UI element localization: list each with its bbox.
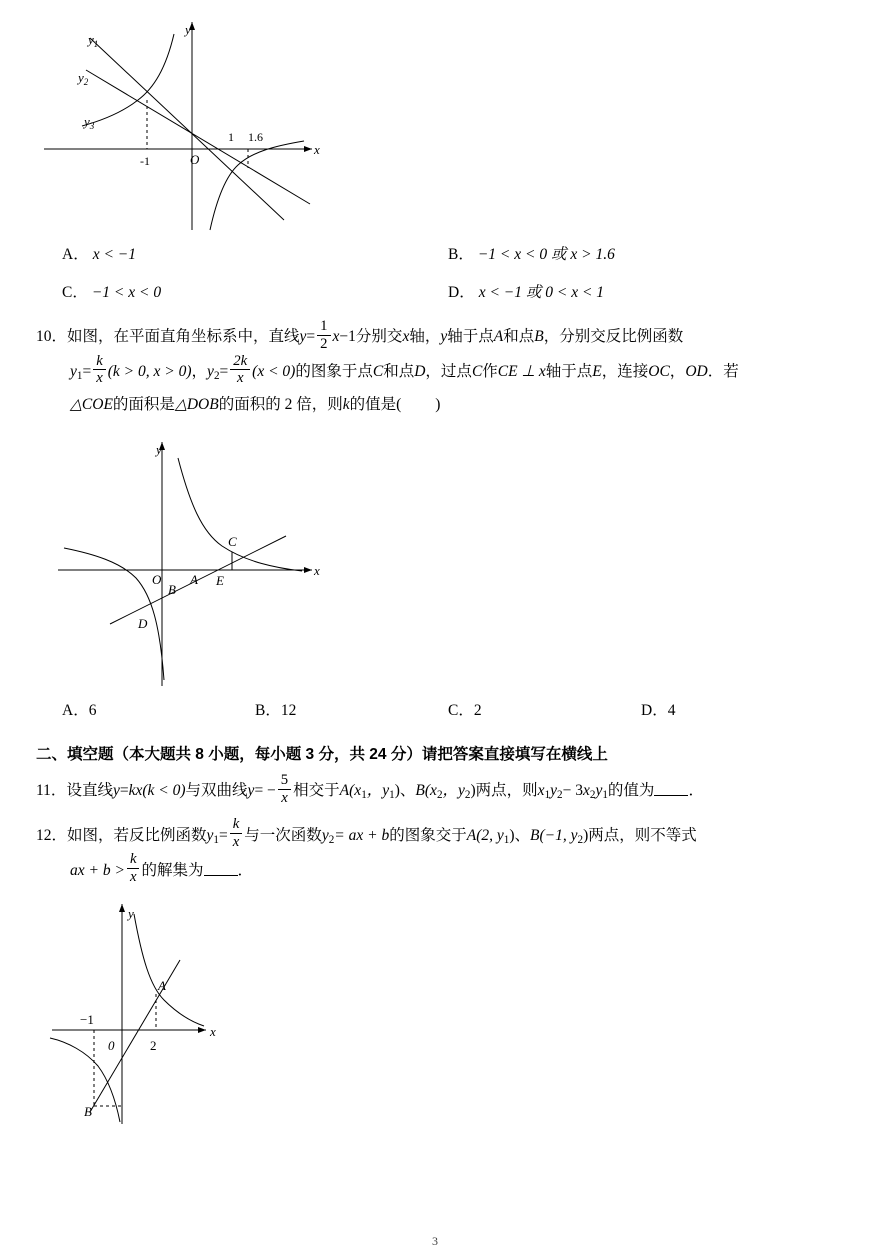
q10-text2-g: ， xyxy=(669,362,686,380)
q11-text-a: 设直线 xyxy=(66,781,113,799)
q11-expr-y2-sub: 2 xyxy=(557,788,563,801)
label-axis-y: y xyxy=(185,22,191,37)
q10-tri-COE: △COE xyxy=(70,395,113,413)
q12-point-A-sub: 1 xyxy=(503,833,510,846)
q11-expr-y2: y xyxy=(550,781,558,799)
question-10 xyxy=(36,317,834,355)
q11-eq2-eq: = − xyxy=(254,781,276,799)
q11-expr-y1: y xyxy=(595,781,603,799)
q11-text-c: 相交于 xyxy=(293,781,340,799)
figure-question-9 xyxy=(42,8,834,238)
option-b[interactable] xyxy=(448,242,834,264)
exam-page xyxy=(0,8,870,1259)
section-2-heading: 二、填空题（本大题共 8 小题，每小题 3 分，共 24 分）请把答案直接填写在横线上 xyxy=(36,745,608,763)
option-c-text: −1 < x < 0 xyxy=(91,284,162,301)
q10-point-D: D xyxy=(414,362,426,380)
q12-ineq-left: ax + b > xyxy=(70,861,125,879)
q10-y-axis: y xyxy=(440,327,448,345)
q10-x-axis: x xyxy=(402,327,410,345)
label-axis-x: x xyxy=(210,1024,216,1040)
q12-comma: 、 xyxy=(514,826,531,844)
label-axis-x: x xyxy=(314,562,320,578)
q10-text2-h: ．若 xyxy=(707,362,739,380)
q11-eq1-y: y xyxy=(112,781,120,799)
page-number: 3 xyxy=(432,1234,438,1248)
label-axis-x: x xyxy=(314,142,320,157)
q10-text3-d: 的面积的 2 倍，则 xyxy=(218,395,343,413)
q10-text3-b: 的面积是 xyxy=(112,395,175,413)
q10-text-f: ，分别交反比例函数 xyxy=(543,327,684,345)
label-y2: $y_2$ xyxy=(78,70,89,87)
figure-question-10 xyxy=(36,428,834,696)
q11-frac-5-x xyxy=(278,772,291,807)
label-origin: 0 xyxy=(108,1038,115,1054)
q10-eq-y: y xyxy=(299,327,307,345)
label-y1: $y_1$ xyxy=(88,32,99,49)
q10-text-c: 轴， xyxy=(409,327,441,345)
option-d-text: x < −1 或 0 < x < 1 xyxy=(478,284,605,301)
q11-answer-blank[interactable] xyxy=(654,782,688,797)
q10-seg-OC: OC xyxy=(648,362,670,380)
q10-tri-DOB: △DOB xyxy=(174,395,219,413)
label-point-A: A xyxy=(190,571,198,587)
q12-y1-sub: 1 xyxy=(213,833,219,846)
q10-text2-d: 作 xyxy=(482,362,498,380)
q10-y1-sub: 1 xyxy=(76,369,83,382)
figure-9-svg xyxy=(42,8,342,238)
q12-text-b: 与一次函数 xyxy=(244,826,322,844)
q12-frac2-num: k xyxy=(127,851,140,869)
label-point-B: B xyxy=(168,581,176,597)
q11-expr-x1-sub: 1 xyxy=(544,788,551,801)
figure-question-12 xyxy=(36,894,834,1130)
q10-frac-k-x xyxy=(93,353,106,388)
q11-point-B-end: ) xyxy=(470,781,476,799)
label-point-E: E xyxy=(216,572,224,588)
q11-eq1-kx: kx xyxy=(128,781,143,799)
q10-cond2: (x < 0) xyxy=(252,362,296,380)
label-origin: O xyxy=(152,571,162,587)
q12-text2-b: 的解集为 xyxy=(141,861,204,879)
q11-point-B-sub1: 2 xyxy=(436,788,443,801)
option-d[interactable] xyxy=(448,280,834,302)
label-point-A: A xyxy=(158,978,166,994)
q10-option-a-text: A．6 xyxy=(62,701,97,719)
q10-text-b: 分别交 xyxy=(355,327,403,345)
q12-eq: = xyxy=(219,826,228,844)
q11-expr-x1: x xyxy=(537,781,545,799)
q11-text-f: ． xyxy=(688,781,704,799)
question-10-options-row xyxy=(36,698,834,720)
label-tick-1: 1 xyxy=(228,130,234,144)
q10-frac-half xyxy=(317,318,330,353)
q11-text-d: 两点，则 xyxy=(475,781,538,799)
q10-comma: ， xyxy=(191,362,208,380)
q10-frac-2k-num: 2k xyxy=(230,353,250,371)
label-tick-neg1: -1 xyxy=(140,154,150,168)
question-10-number: 10． xyxy=(36,327,68,345)
q12-answer-blank[interactable] xyxy=(204,861,238,876)
q10-cond1: (k > 0, x > 0) xyxy=(107,362,192,380)
option-b-text: −1 < x < 0 或 x > 1.6 xyxy=(477,246,615,263)
option-c[interactable] xyxy=(36,280,448,302)
q11-frac-den: x xyxy=(281,789,288,806)
q10-eq-minus1: −1 xyxy=(339,327,356,345)
q10-text3-f: ) xyxy=(435,395,441,413)
q11-point-A-sub2: 1 xyxy=(389,788,395,801)
q12-frac-den: x xyxy=(232,834,240,851)
q11-point-B-mid: ，y xyxy=(442,781,465,799)
q11-text-e: 的值为 xyxy=(607,781,655,799)
q10-point-A: A xyxy=(493,327,504,345)
q12-y2-sub: 2 xyxy=(328,833,335,846)
question-9-options-row-1 xyxy=(36,242,834,264)
q10-y2-sub: 2 xyxy=(213,369,220,382)
q10-option-b[interactable] xyxy=(255,698,448,720)
q10-point-C: C xyxy=(372,362,384,380)
q10-seg-OD: OD xyxy=(685,362,708,380)
label-tick-neg1: −1 xyxy=(80,1012,94,1028)
q10-point-B: B xyxy=(534,327,544,345)
q11-point-A-sub1: 1 xyxy=(361,788,367,801)
label-tick-1point6: 1.6 xyxy=(248,130,263,144)
q11-text-b: 与双曲线 xyxy=(185,781,248,799)
label-point-C: C xyxy=(228,533,237,549)
option-b-label: B． xyxy=(448,246,474,263)
q10-option-d-text: D．4 xyxy=(641,701,676,719)
q12-y2: y xyxy=(321,826,329,844)
question-12-number: 12． xyxy=(36,826,68,844)
q11-comma: 、 xyxy=(399,781,416,799)
label-origin: O xyxy=(190,152,200,167)
q10-frac-2k-x xyxy=(230,353,250,388)
q10-frac-2k-den: x xyxy=(236,370,244,387)
q12-point-B-end: ) xyxy=(583,826,589,844)
q10-text2-b: 和点 xyxy=(383,362,415,380)
q10-frac-k-num: k xyxy=(93,353,106,371)
option-a-label: A． xyxy=(62,246,89,263)
q10-frac-half-num: 1 xyxy=(317,318,330,336)
q10-text2-a: 的图象于点 xyxy=(295,362,373,380)
q11-point-B-sub2: 2 xyxy=(464,788,471,801)
q10-text2-f: ，连接 xyxy=(601,362,649,380)
q10-text-e: 和点 xyxy=(503,327,535,345)
label-tick-2: 2 xyxy=(150,1038,157,1054)
q10-option-c[interactable] xyxy=(448,698,641,720)
question-11-number: 11． xyxy=(36,781,67,799)
label-y3: $y_3$ xyxy=(84,114,95,131)
q10-eq2: = xyxy=(82,362,92,380)
q10-text-a: 如图，在平面直角坐标系中，直线 xyxy=(67,327,300,345)
label-point-B: B xyxy=(84,1104,92,1120)
label-point-D: D xyxy=(138,615,148,631)
q12-eq2: = ax + b xyxy=(334,826,390,844)
q10-point-C2: C xyxy=(471,362,483,380)
q12-frac-k-x-2 xyxy=(127,851,140,886)
q11-eq1-eq: = xyxy=(119,781,129,799)
q11-point-A: A(x xyxy=(339,781,362,799)
option-c-label: C． xyxy=(62,284,88,301)
q11-eq2-y: y xyxy=(247,781,255,799)
q12-text-c: 的图象交于 xyxy=(389,826,467,844)
q11-point-A-end: ) xyxy=(394,781,400,799)
q10-option-d[interactable] xyxy=(641,698,834,720)
q10-eq-x: x xyxy=(332,327,340,345)
q10-frac-k-den: x xyxy=(96,370,103,387)
q11-eq1-cond: (k < 0) xyxy=(142,781,186,799)
q12-frac-k-x xyxy=(230,816,243,851)
q10-frac-half-den: 2 xyxy=(320,335,328,352)
q12-frac2-den: x xyxy=(129,869,137,886)
q10-y1: y xyxy=(70,362,77,380)
q10-text3-e: 的值是( xyxy=(349,395,402,413)
label-axis-y: y xyxy=(156,441,162,457)
option-d-label: D． xyxy=(448,284,475,301)
figure-10-svg xyxy=(50,428,340,696)
q12-point-A: A(2, y xyxy=(466,826,504,844)
q11-point-A-mid: ，y xyxy=(366,781,390,799)
q11-frac-num: 5 xyxy=(278,772,291,790)
q10-option-b-text: B．12 xyxy=(255,701,297,719)
q10-option-c-text: C．2 xyxy=(448,701,482,719)
q11-expr-minus: − 3 xyxy=(562,781,583,799)
q12-point-B: B(−1, y xyxy=(530,826,578,844)
q10-text2-e: 轴于点 xyxy=(545,362,593,380)
q12-point-B-sub: 2 xyxy=(577,833,584,846)
q10-eq3: = xyxy=(219,362,229,380)
q10-eq-eq: = xyxy=(306,327,316,345)
q12-frac-num: k xyxy=(230,816,243,834)
question-11 xyxy=(36,771,834,809)
q10-text-d: 轴于点 xyxy=(447,327,494,345)
question-12 xyxy=(36,816,834,854)
label-axis-y: y xyxy=(128,906,134,922)
option-a[interactable] xyxy=(36,242,448,264)
figure-12-svg xyxy=(46,894,246,1130)
q10-CE-perp: CE ⊥ x xyxy=(497,362,546,380)
q11-expr-y1-sub: 1 xyxy=(602,788,608,801)
q11-expr-x2: x xyxy=(582,781,590,799)
q10-y2: y xyxy=(207,362,214,380)
q12-y1: y xyxy=(206,826,214,844)
question-10-line3 xyxy=(36,390,834,420)
q11-expr-x2-sub: 2 xyxy=(589,788,596,801)
question-9-options-row-2 xyxy=(36,280,834,302)
question-10-line2 xyxy=(36,352,834,390)
q12-text-d: 两点，则不等式 xyxy=(588,826,697,844)
q10-k: k xyxy=(342,395,350,413)
q10-text2-c: ，过点 xyxy=(425,362,472,380)
q10-option-a[interactable] xyxy=(36,698,255,720)
q12-text-a: 如图，若反比例函数 xyxy=(67,826,207,844)
q10-point-E: E xyxy=(592,362,602,380)
q12-text2-c: ． xyxy=(237,861,254,879)
q12-point-A-end: ) xyxy=(509,826,515,844)
q11-point-B: B(x xyxy=(415,781,437,799)
option-a-text: x < −1 xyxy=(92,246,137,263)
question-12-line2 xyxy=(36,851,834,889)
